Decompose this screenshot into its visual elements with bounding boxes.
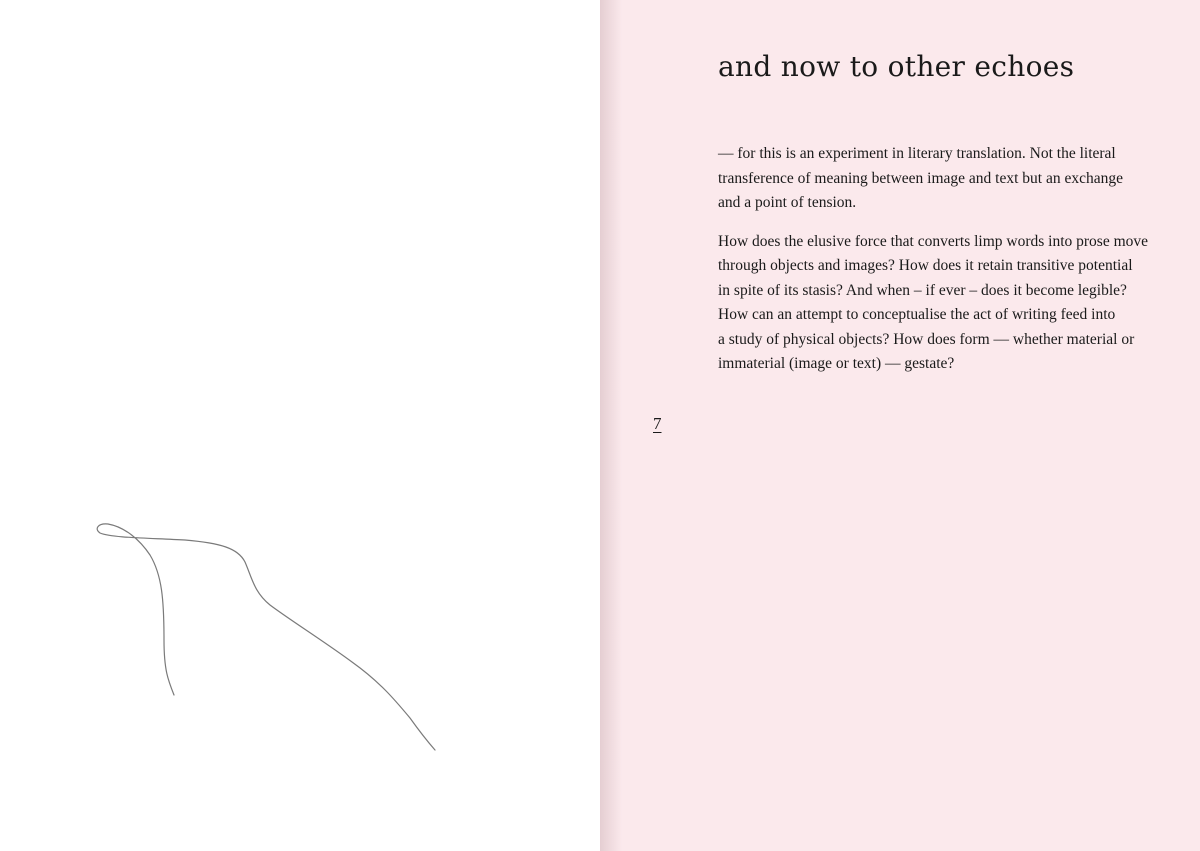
- page-title: and now to other echoes: [718, 50, 1075, 83]
- right-page: [600, 0, 1200, 851]
- text-line: through objects and images? How does it retain transitive potential: [718, 257, 1133, 274]
- text-line: How does the elusive force that converts limp words into prose move: [718, 232, 1149, 250]
- paragraph-2: [718, 230, 1158, 377]
- text-line: in spite of its stasis? And when – if ever – does it become legible?: [718, 281, 1127, 299]
- drawn-line: [97, 524, 435, 750]
- paragraph-1: [718, 142, 1158, 216]
- body-text: [718, 142, 1158, 391]
- text-line: and a point of tension.: [718, 194, 857, 211]
- text-line: How can an attempt to conceptualise the act of writing feed into: [718, 306, 1116, 323]
- text-line: — for this is an experiment in literary translation. Not the literal: [718, 145, 1116, 162]
- gutter-shadow: [600, 0, 622, 851]
- text-line: transference of meaning between image and text but an exchange: [718, 169, 1123, 187]
- page-number: 7: [653, 414, 662, 433]
- text-line: a study of physical objects? How does form — whether material or: [718, 330, 1135, 348]
- text-line: immaterial (image or text) — gestate?: [718, 355, 955, 372]
